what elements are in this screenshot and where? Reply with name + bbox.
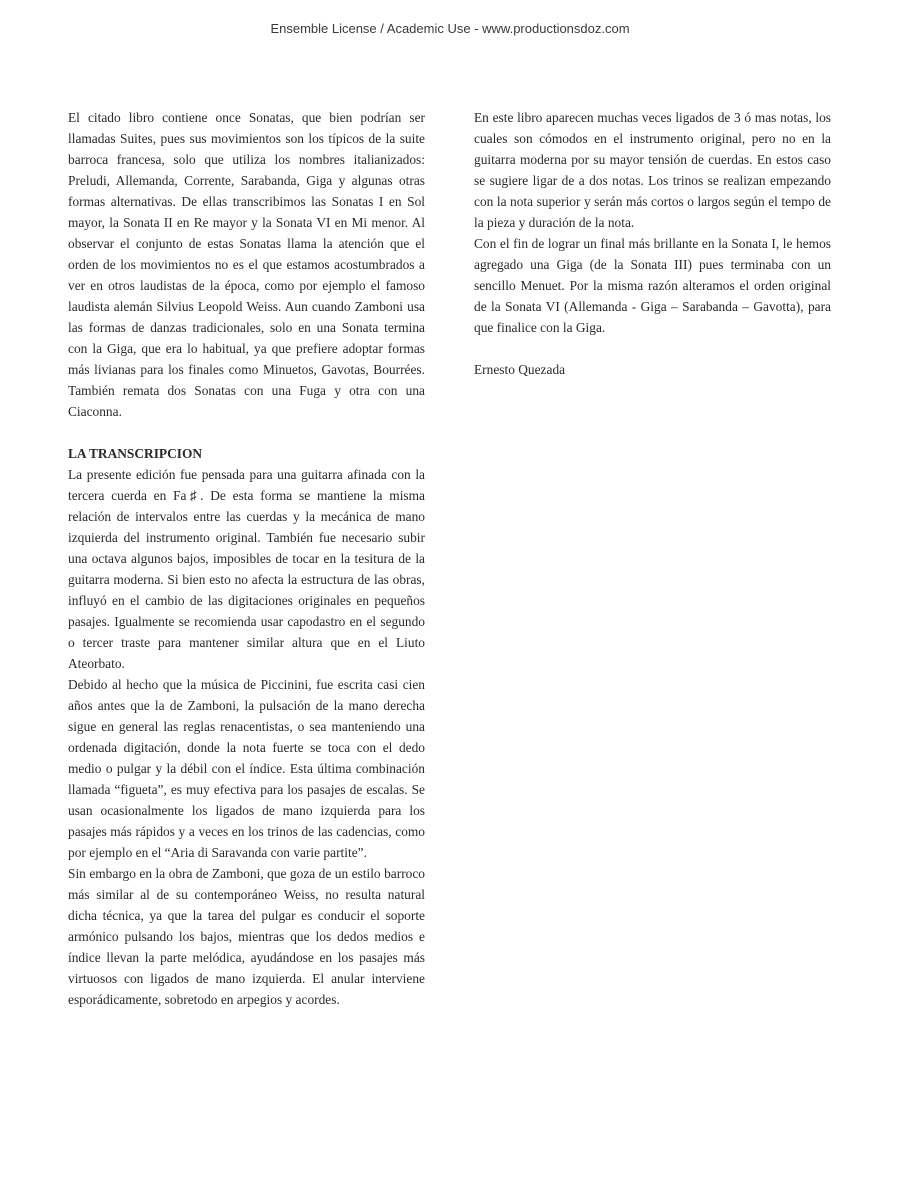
- right-column: [474, 107, 831, 380]
- technique-paragraph: Debido al hecho que la música de Piccinini, fue escrita casi cien años antes que la de Zamboni, la pulsación de la mano derecha sigue en general las reglas renacentistas, o sea manteniendo una ordenada digitación, donde la nota fuerte se toca con el dedo medio o pulgar y la débil con el índice. Esta última combinación llamada “figueta”, es muy efectiva para los pasajes de escalas. Se usan ocasionalmente los ligados de mano izquierda para los pasajes más rápidos y a veces en los trinos de las cadencias, como por ejemplo en el “Aria di Saravanda con varie partite”.: [68, 677, 425, 860]
- transcription-paragraph: La presente edición fue pensada para una guitarra afinada con la tercera cuerda en Fa♯. De esta forma se mantiene la misma relación de intervalos entre las cuerdas y la mecánica de mano izquierda del instrumento original. También fue necesario subir una octava algunos bajos, imposibles de tocar en la tesitura de la guitarra moderna. Si bien esto no afecta la estructura de las obras, influyó en el cambio de las digitaciones originales en pequeños pasajes. Igualmente se recomienda usar capodastro en el segundo o tercer traste para mantener similar altura que en el Liuto Ateorbato.: [68, 467, 425, 671]
- license-header: Ensemble License / Academic Use - www.productionsdoz.com: [270, 21, 630, 36]
- final-paragraph: Con el fin de lograr un final más brillante en la Sonata I, le hemos agregado una Giga (de la Sonata III) pues terminaba con un sencillo Menuet. Por la misma razón alteramos el orden original de la Sonata VI (Allemanda - Giga – Sarabanda – Gavotta), para que finalice con la Giga.: [474, 236, 831, 335]
- intro-paragraph: El citado libro contiene once Sonatas, que bien podrían ser llamadas Suites, pues sus movimientos son los típicos de la suite barroca francesa, solo que utiliza los nombres italianizados: Preludi, Allemanda, Corrente, Sarabanda, Giga y algunas otras formas alternativas. De ellas transcribimos las Sonatas I en Sol mayor, la Sonata II en Re mayor y la Sonata VI en Mi menor. Al observar el conjunto de estas Sonatas llama la atención que el orden de los movimientos no es el que estamos acostumbrados a ver en otros laudistas de la época, como por ejemplo el famoso laudista alemán Silvius Leopold Weiss. Aun cuando Zamboni usa las formas de danzas tradicionales, solo en una Sonata termina con la Giga, que era lo habitual, ya que prefiere adoptar formas más livianas para los finales como Minuetos, Gavotas, Bourrées. También remata dos Sonatas con una Fuga y otra con una Ciaconna.: [68, 110, 425, 419]
- left-column: [68, 107, 425, 1010]
- author-signature: Ernesto Quezada: [474, 362, 566, 377]
- ligados-paragraph: En este libro aparecen muchas veces ligados de 3 ó mas notas, los cuales son cómodos en el instrumento original, pero no en la guitarra moderna por su mayor tensión de cuerdas. En estos caso se sugiere ligar de a dos notas. Los trinos se realizan empezando con la nota superior y serán más cortos o largos según el tempo de la pieza y duración de la nota.: [474, 110, 831, 230]
- zamboni-paragraph: Sin embargo en la obra de Zamboni, que goza de un estilo barroco más similar al de su contemporáneo Weiss, no resulta natural dicha técnica, ya que la tarea del pulgar es conducir el soporte armónico pulsando los bajos, mientras que los dedos medios e índice llevan la parte melódica, ayudándose en los pasajes más virtuosos con ligados de mano izquierda. El anular interviene esporádicamente, sobretodo en arpegios y acordes.: [68, 866, 425, 1007]
- section-heading: LA TRANSCRIPCION: [68, 446, 203, 461]
